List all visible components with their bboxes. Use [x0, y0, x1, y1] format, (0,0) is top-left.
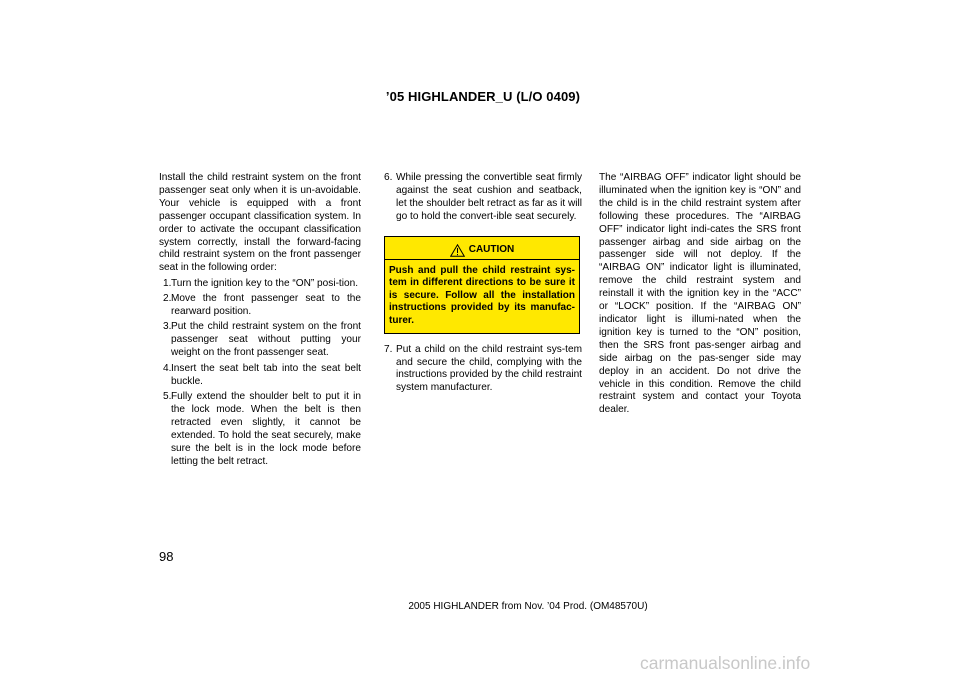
document-footer: 2005 HIGHLANDER from Nov. ’04 Prod. (OM48570U) [408, 601, 648, 612]
step-text: Put the child restraint system on the front passenger seat without putting your weight on the front passenger seat. [171, 321, 361, 359]
step-item [159, 278, 361, 291]
step-number: 1. [163, 277, 172, 289]
step-text: Fully extend the shoulder belt to put it in the lock mode. When the belt is then retracted even slightly, it cannot be extended. To hold the seat securely, make sure the belt is in the lock mode before letting the belt retract. [171, 391, 361, 467]
step-text: Turn the ignition key to the “ON” posi-tion. [171, 277, 359, 289]
step-item [159, 391, 361, 468]
step-number: 7. [384, 343, 393, 355]
step-number: 2. [163, 293, 172, 305]
step-item [384, 172, 582, 224]
step-text: Insert the seat belt tab into the seat belt buckle. [171, 362, 361, 387]
step-number: 3. [163, 321, 172, 333]
steps-list [159, 278, 361, 469]
step-number: 5. [163, 391, 172, 402]
step-text: Put a child on the child restraint sys-tem and secure the child, complying with the instructions provided by the child restraint system manufacturer. [396, 343, 582, 394]
caution-title: CAUTION [468, 244, 515, 256]
steps-list-final [384, 344, 582, 396]
caution-box [384, 236, 580, 334]
watermark: carmanualsonline.info [640, 653, 811, 673]
step-item [159, 321, 361, 360]
column-3 [599, 172, 801, 417]
document-header: ’05 HIGHLANDER_U (L/O 0409) [385, 89, 581, 104]
step-number: 6. [384, 172, 393, 183]
column-1 [159, 172, 361, 468]
page-number: 98 [159, 549, 174, 564]
step-text: Move the front passenger seat to the rearward position. [171, 293, 361, 318]
step-text: While pressing the convertible seat firmly against the seat cushion and seatback, let the shoulder belt retract as far as it will go to hold the convert-ible seat securely. [396, 172, 582, 222]
step-item [159, 363, 361, 389]
caution-header [385, 237, 579, 260]
step-number: 4. [163, 362, 172, 374]
column-2 [384, 172, 582, 395]
airbag-indicator-paragraph: The “AIRBAG OFF” indicator light should be illuminated when the ignition key is “ON” and the child is in the child restraint system after following these procedures. The “AIRBAG OFF” indicator light indi-cates the SRS front passenger airbag and side airbag on the passenger side will not deploy. If the “AIRBAG ON” indicator light is illuminated, remove the child restraint system and reinstall it with the ignition key in the “ACC” or “LOCK” position. If the “AIRBAG ON” indicator light is illumi-nated when the ignition key is turned to the “ON” position, then the SRS front pas-senger airbag and side airbag on the pas-senger side may deploy in an accident. Do not drive the vehicle in this condition. Remove the child restraint system and contact your Toyota dealer. [599, 172, 801, 416]
warning-triangle-icon [450, 244, 465, 257]
step-item [384, 344, 582, 396]
step-item [159, 293, 361, 319]
steps-list-continued [384, 172, 582, 224]
intro-paragraph: Install the child restraint system on the front passenger seat only when it is un-avoidable. Your vehicle is equipped with a front passenger occupant classification system. In order to activate the occupant classification system correctly, install the forward-facing child restraint system on the front passenger seat in the following order: [159, 172, 361, 274]
caution-text: Push and pull the child restraint sys-tem in different directions to be sure it is secure. Follow all the installation instructions provided by its manufac-turer. [389, 264, 575, 326]
